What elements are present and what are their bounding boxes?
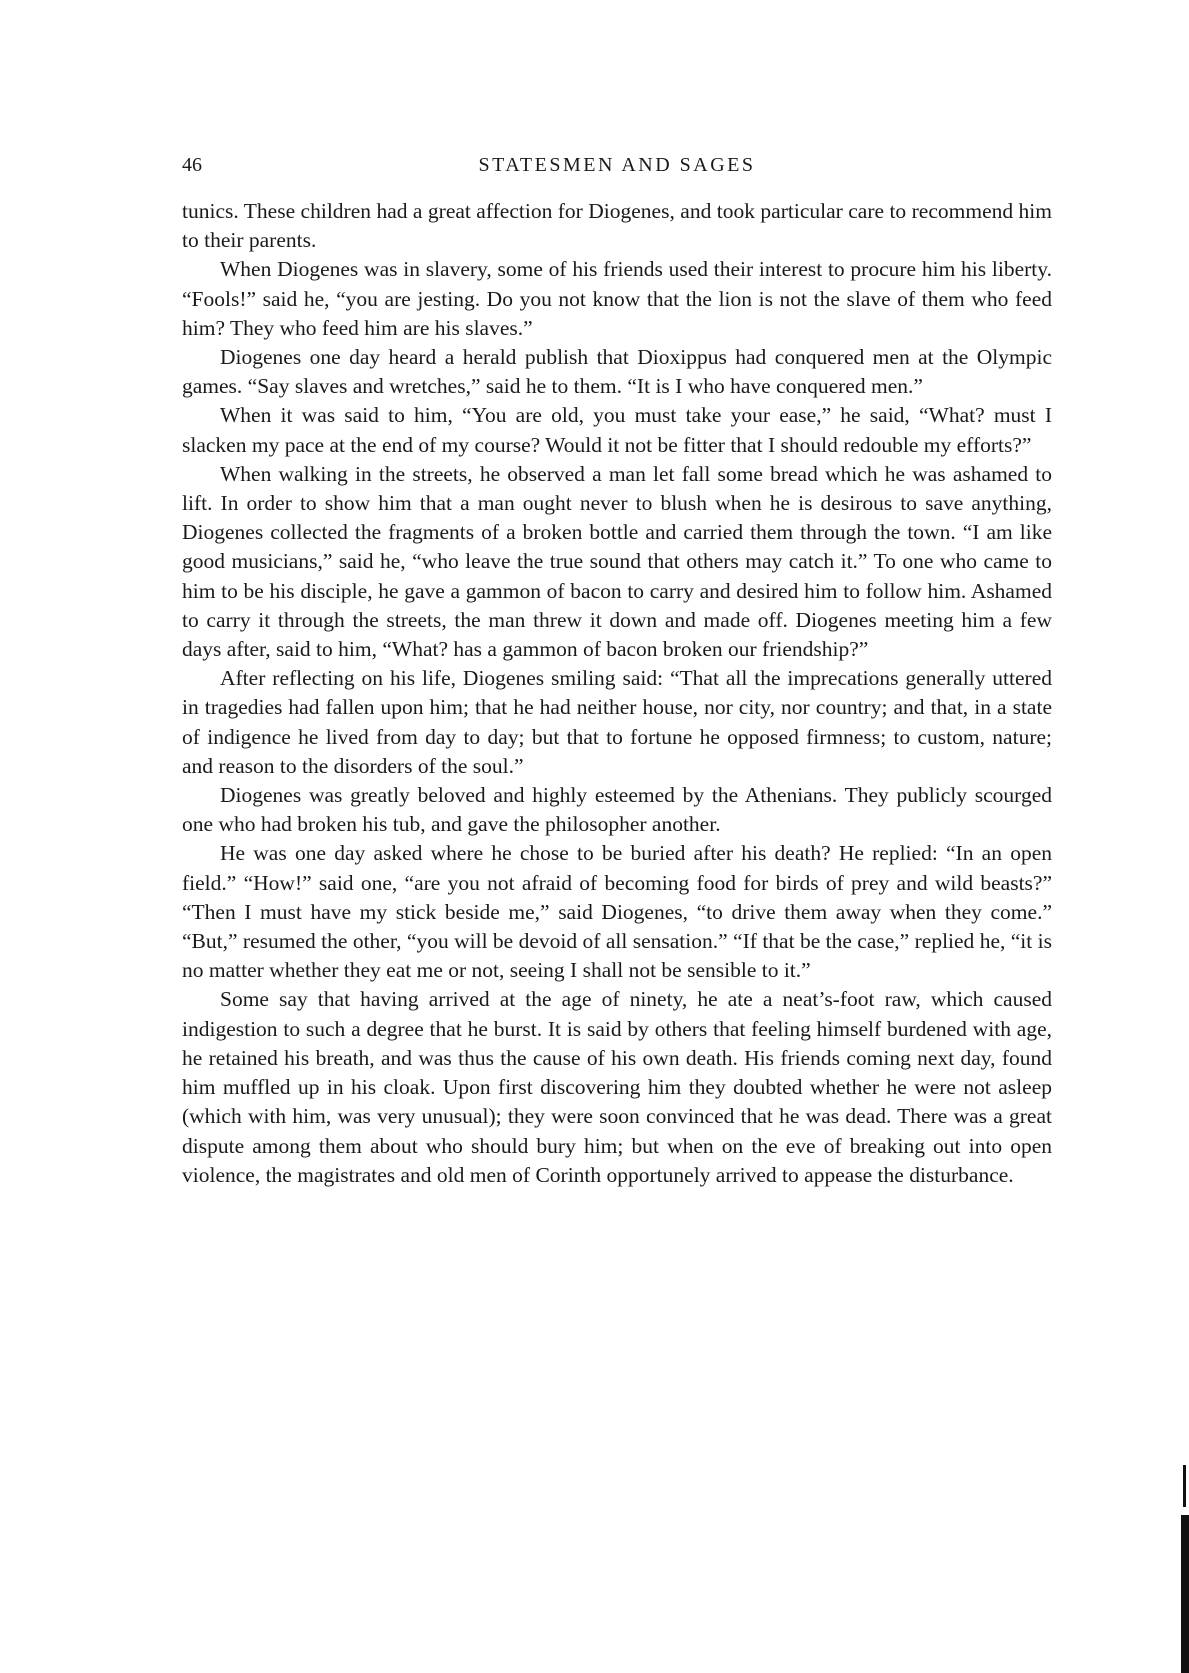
paragraph: He was one day asked where he chose to be buried after his death? He replied: “In an open field.” “How!” said one, “are you not afraid of becoming food for birds of prey and wild beasts?” “Then I must have my stick beside me,” said Diogenes, “to drive them away when they come.” “But,” resumed the other, “you will be devoid of all sensation.” “If that be the case,” replied he, “it is no matter whether they eat me or not, seeing I shall not be sensible to it.”: [182, 841, 1052, 983]
paragraph: Some say that having arrived at the age of ninety, he ate a neat’s-foot raw, which caused indigestion to such a degree that he burst. It is said by others that feeling himself burdened with age, he retained his breath, and was thus the cause of his own death. His friends coming next day, found him muffled up in his cloak. Upon first discovering him they doubted whether he were not asleep (which with him, was very unusual); they were soon convinced that he was dead. There was a great dispute among them about who should bury him; but when on the eve of breaking out into open violence, the magistrates and old men of Corinth opportunely arrived to appease the disturbance.: [182, 987, 1052, 1187]
page-number: 46: [182, 154, 202, 176]
paragraph: tunics. These children had a great affection for Diogenes, and took particular care to recommend him to their parents.: [182, 199, 1052, 253]
paragraph: When Diogenes was in slavery, some of his friends used their interest to procure him his liberty. “Fools!” said he, “you are jesting. Do you not know that the lion is not the slave of them who feed him? They who feed him are his slaves.”: [182, 257, 1052, 340]
paragraph: Diogenes one day heard a herald publish that Dioxippus had conquered men at the Olympic games. “Say slaves and wretches,” said he to them. “It is I who have conquered men.”: [182, 345, 1052, 399]
scan-edge-mark: [1181, 1515, 1189, 1673]
paragraph: When walking in the streets, he observed a man let fall some bread which he was ashamed to lift. In order to show him that a man ought never to blush when he is desirous to save anything, Diogenes collected the fragments of a broken bottle and carried them through the town. “I am like good musicians,” said he, “who leave the true sound that others may catch it.” To one who came to him to be his disciple, he gave a gammon of bacon to carry and desired him to follow him. Ashamed to carry it through the streets, the man threw it down and made off. Diogenes meeting him a few days after, said to him, “What? has a gammon of bacon broken our friendship?”: [182, 461, 1052, 662]
body-text: [182, 197, 1052, 1190]
paragraph: When it was said to him, “You are old, you must take your ease,” he said, “What? must I slacken my pace at the end of my course? Would it not be fitter that I should redouble my efforts?”: [182, 403, 1052, 457]
paragraph: After reflecting on his life, Diogenes smiling said: “That all the imprecations generally uttered in tragedies had fallen upon him; that he had neither house, nor city, nor country; and that, in a state of indigence he lived from day to day; but that to fortune he opposed firmness; to custom, nature; and reason to the disorders of the soul.”: [182, 666, 1052, 778]
running-head: STATESMEN AND SAGES: [478, 154, 756, 176]
page-header: [182, 150, 1052, 180]
scan-edge-mark: [1183, 1465, 1186, 1507]
paragraph: Diogenes was greatly beloved and highly esteemed by the Athenians. They publicly scourged one who had broken his tub, and gave the philosopher another.: [182, 783, 1052, 837]
